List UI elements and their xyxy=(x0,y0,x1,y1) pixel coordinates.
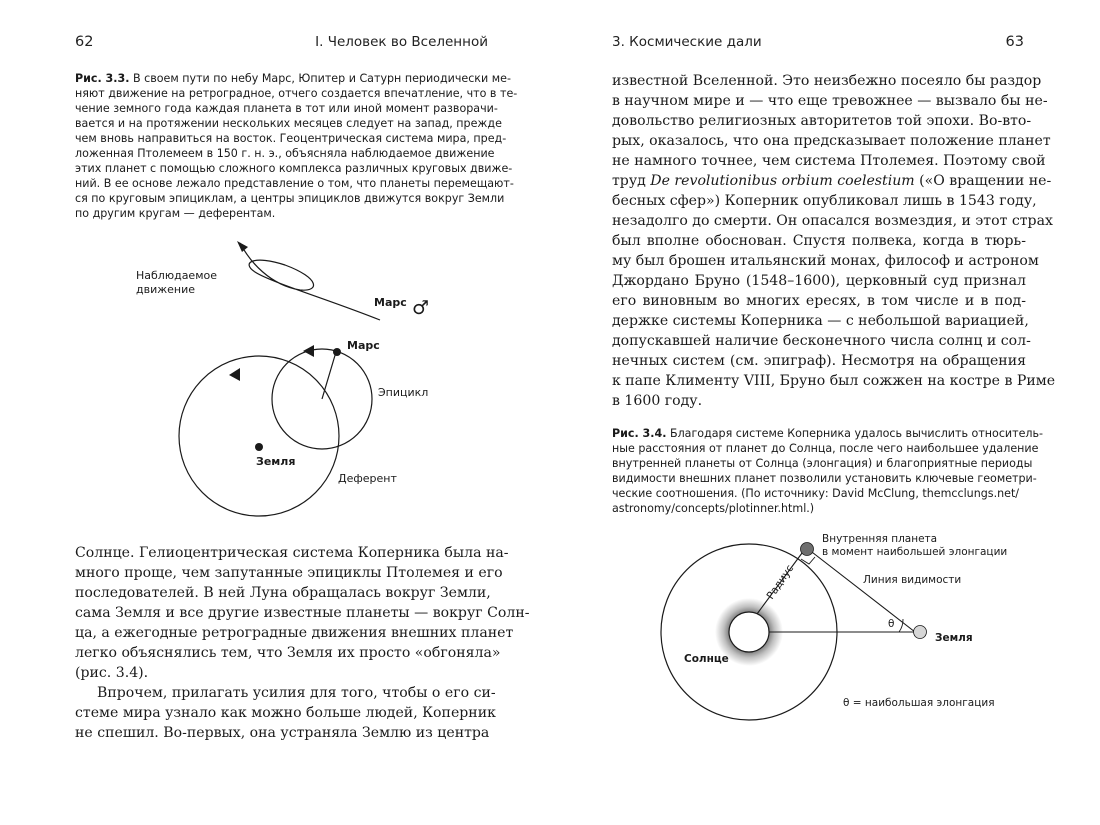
text-line: довольство религиозных авторитетов той эпохи. Во-вто- xyxy=(612,113,1032,129)
caption-line: ческие соотношения. (По источнику: David McClung, themcclungs.net/ xyxy=(612,487,1020,500)
mars-label: Марс xyxy=(374,296,407,309)
body-text xyxy=(75,543,530,743)
caption-line: ний. В ее основе лежало представление о том, что планеты перемещают- xyxy=(75,177,514,190)
text-line: Впрочем, прилагать усилия для того, чтобы о его си- xyxy=(97,685,496,701)
text-line: Солнце. Гелиоцентрическая система Коперника была на- xyxy=(75,545,509,561)
text-line: сама Земля и все другие известные планеты — вокруг Солн- xyxy=(75,605,530,621)
observed-label-2: движение xyxy=(136,283,196,296)
running-head: 3. Космические дали xyxy=(612,34,762,50)
text-line: в 1600 году. xyxy=(612,393,703,409)
inner-planet-label-2: в момент наибольшей элонгации xyxy=(822,546,1008,558)
caption-line: чение земного года каждая планета в тот или иной момент разворачи- xyxy=(75,102,498,115)
deferent-circle xyxy=(179,356,339,516)
text-line: известной Вселенной. Это неизбежно посеяло бы раздор xyxy=(612,73,1042,89)
epicycle-radius xyxy=(322,352,336,399)
radius-label: Радиус xyxy=(764,562,797,602)
text-line: последователей. В ней Луна обращалась вокруг Земли, xyxy=(75,585,491,601)
epicycle-diagram xyxy=(0,230,550,540)
text-line: его виновным во многих ересях, в том числе и в под- xyxy=(612,293,1026,309)
caption-line: ся по круговым эпициклам, а центры эпициклов движутся вокруг Земли xyxy=(75,192,505,205)
observed-motion-path xyxy=(240,243,380,320)
text-line: не спешил. Во-первых, она устраняла Землю из центра xyxy=(75,725,490,741)
right-page xyxy=(550,0,1100,825)
caption-line: ложенная Птолемеем в 150 г. н. э., объясняла наблюдаемое движение xyxy=(75,147,495,160)
earth xyxy=(914,626,927,639)
mars-planet xyxy=(333,348,341,356)
caption-line: по другим кругам — деферентам. xyxy=(75,207,276,220)
text-line: стеме мира узнало как можно больше людей, Коперник xyxy=(75,705,496,721)
mars-symbol: ♂ xyxy=(412,297,430,319)
elongation-diagram xyxy=(550,525,1100,745)
text-line: ца, а ежегодные ретроградные движения внешних планет xyxy=(75,625,514,641)
text-line: незадолго до смерти. Он опасался возмездия, и этот страх xyxy=(612,213,1053,229)
text-line: рых, оказалось, что она предсказывает положение планет xyxy=(612,133,1051,149)
text-line: нечных систем (см. эпиграф). Несмотря на обращения xyxy=(612,353,1026,369)
text-line: не намного точнее, чем система Птолемея. Поэтому свой xyxy=(612,153,1046,169)
page-number: 63 xyxy=(1005,34,1024,50)
observed-label-1: Наблюдаемое xyxy=(136,269,217,282)
text-line: держке системы Коперника — с небольшой вариацией, xyxy=(612,313,1029,329)
caption-line: этих планет с помощью сложного комплекса различных круговых движе- xyxy=(75,162,513,175)
text-line: допускавшей наличие бесконечного числа солнц и сол- xyxy=(612,333,1031,349)
text-line: к папе Клименту VIII, Бруно был сожжен на костре в Риме xyxy=(612,373,1056,389)
text-line: много проще, чем запутанные эпициклы Птолемея и его xyxy=(75,565,503,581)
caption-line: astronomy/concepts/plotinner.html.) xyxy=(612,502,815,515)
page-number: 62 xyxy=(75,34,94,50)
earth-label: Земля xyxy=(935,632,973,644)
text-line: бесных сфер») Коперник опубликовал лишь в 1543 году, xyxy=(612,193,1037,209)
legend-label: θ = наибольшая элонгация xyxy=(843,697,995,709)
sun-label: Солнце xyxy=(684,653,729,665)
running-head: I. Человек во Вселенной xyxy=(315,34,488,50)
figure-label: Рис. 3.4. xyxy=(612,427,667,440)
text-line: легко объяснялись тем, что Земля их просто «обгоняла» xyxy=(75,645,501,661)
caption-line: внутренней планеты от Солнца (элонгация) и благоприятные периоды xyxy=(612,457,1033,470)
theta-label: θ xyxy=(888,618,895,630)
inner-planet xyxy=(801,543,814,556)
earth-label: Земля xyxy=(256,455,296,468)
sun xyxy=(729,612,769,652)
figure-caption xyxy=(75,71,518,221)
text-line: в научном мире и — что еще тревожнее — вызвало бы не- xyxy=(612,93,1048,109)
text-line-with-title: труд De revolutionibus orbium coelestium («О вращении не- xyxy=(612,173,1052,189)
figure-label: Рис. 3.3. xyxy=(75,72,130,85)
text-line: (рис. 3.4). xyxy=(75,665,149,681)
deferent-label: Деферент xyxy=(338,472,397,485)
inner-planet-label-1: Внутренняя планета xyxy=(822,533,938,545)
text-line: был вполне обоснован. Спустя полвека, когда в тюрь- xyxy=(612,233,1026,249)
line-of-sight xyxy=(808,549,915,632)
text-line: му был брошен итальянский монах, философ и астроном xyxy=(612,253,1039,269)
earth-dot xyxy=(255,443,263,451)
caption-line: чем вновь направиться на восток. Геоцентрическая система мира, пред- xyxy=(75,132,507,145)
line-of-sight-label: Линия видимости xyxy=(863,574,962,586)
caption-line: ные расстояния от планет до Солнца, после чего наибольшее удаление xyxy=(612,442,1039,455)
caption-line: видимости внешних планет позволили установить ключевые геометри- xyxy=(612,472,1037,485)
caption-line: вается и на протяжении нескольких месяцев следует на запад, прежде xyxy=(75,117,502,130)
motion-arrow xyxy=(237,241,248,252)
book-title: De revolutionibus orbium coelestium xyxy=(650,173,915,189)
deferent-arrow xyxy=(229,368,240,381)
caption-line: Рис. 3.3. В своем пути по небу Марс, Юпитер и Сатурн периодически ме- xyxy=(75,72,511,85)
mars-epicycle-label: Марс xyxy=(347,339,380,352)
epicycle-label: Эпицикл xyxy=(378,386,429,399)
figure-caption xyxy=(612,426,1044,516)
body-text xyxy=(612,71,1056,411)
caption-line: Рис. 3.4. Благодаря системе Коперника удалось вычислить относитель- xyxy=(612,427,1044,440)
text-line: Джордано Бруно (1548–1600), церковный суд признал xyxy=(612,273,1026,289)
epicycle-arrow xyxy=(303,345,314,357)
caption-line: няют движение на ретроградное, отчего создается впечатление, что в те- xyxy=(75,87,518,100)
